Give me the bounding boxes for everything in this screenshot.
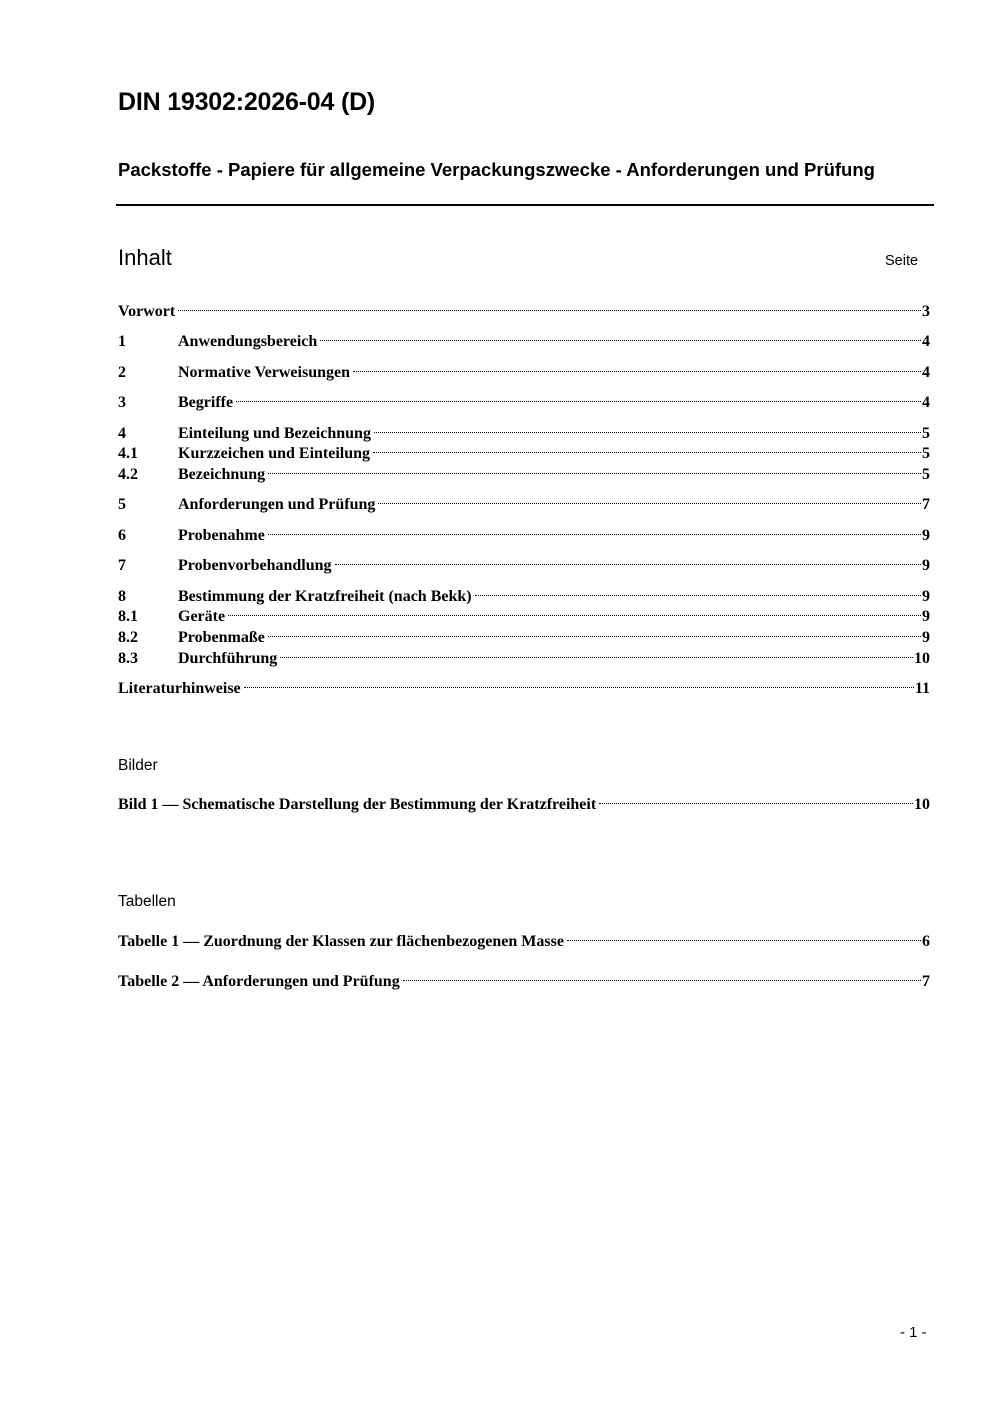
- dot-leader: [475, 595, 921, 596]
- toc-entry-number: 8.2: [118, 629, 138, 646]
- toc-entry-number: 2: [118, 364, 126, 381]
- toc-entry-5[interactable]: [118, 495, 930, 515]
- toc-entry-number: 4.1: [118, 445, 138, 462]
- toc-entry-2[interactable]: [118, 363, 930, 383]
- toc-entry-page: 7: [922, 496, 930, 513]
- toc-entry-number: 8: [118, 588, 126, 605]
- toc-entry-8-1[interactable]: [118, 607, 930, 627]
- toc-entry-3[interactable]: [118, 393, 930, 413]
- dot-leader: [567, 940, 921, 941]
- dot-leader: [268, 534, 921, 535]
- toc-entry-label: Bezeichnung: [178, 466, 266, 483]
- figure-entry-page: 10: [914, 796, 930, 813]
- toc-entry-number: 6: [118, 527, 126, 544]
- dot-leader: [236, 401, 921, 402]
- toc-entry-number: 1: [118, 333, 126, 350]
- toc-entry-page: 9: [922, 629, 930, 646]
- figures-heading: Bilder: [118, 757, 158, 774]
- toc-entry-label: Anwendungsbereich: [178, 333, 318, 350]
- dot-leader: [403, 980, 921, 981]
- toc-entry-label: Literaturhinweise: [118, 680, 241, 697]
- toc-entry-label: Probenvorbehandlung: [178, 557, 332, 574]
- toc-entry-label: Einteilung und Bezeichnung: [178, 425, 371, 442]
- toc-entry-number: 8.1: [118, 608, 138, 625]
- dot-leader: [335, 564, 921, 565]
- toc-entry-8-3[interactable]: [118, 649, 930, 669]
- toc-entry-1[interactable]: [118, 332, 930, 352]
- toc-entry-number: 4: [118, 425, 126, 442]
- dot-leader: [280, 657, 913, 658]
- toc-entry-page: 4: [922, 394, 930, 411]
- dot-leader: [353, 371, 921, 372]
- table-entry-2[interactable]: [118, 972, 930, 992]
- dot-leader: [599, 803, 913, 804]
- toc-entry-page: 10: [914, 650, 930, 667]
- toc-page-column-label: Seite: [885, 253, 919, 269]
- toc-entry-number: 8.3: [118, 650, 138, 667]
- title-divider: [116, 204, 934, 206]
- toc-entry-number: 4.2: [118, 466, 138, 483]
- table-entry-page: 7: [922, 973, 930, 990]
- table-entry-page: 6: [922, 933, 930, 950]
- toc-entry-number: 3: [118, 394, 126, 411]
- toc-entry-page: 9: [922, 527, 930, 544]
- toc-entry-4-2[interactable]: [118, 465, 930, 485]
- toc-entry-page: 5: [922, 425, 930, 442]
- document-title: Packstoffe - Papiere für allgemeine Verpackungszwecke - Anforderungen und Prüfung: [118, 159, 875, 180]
- dot-leader: [268, 636, 921, 637]
- dot-leader: [268, 473, 921, 474]
- document-id: DIN 19302:2026-04 (D): [118, 88, 376, 116]
- dot-leader: [244, 687, 914, 688]
- toc-entry-label: Probenmaße: [178, 629, 265, 646]
- toc-entry-8-2[interactable]: [118, 628, 930, 648]
- toc-entry-label: Bestimmung der Kratzfreiheit (nach Bekk): [178, 588, 472, 605]
- toc-entry-page: 5: [922, 466, 930, 483]
- toc-entry-6[interactable]: [118, 526, 930, 546]
- toc-entry-label: Begriffe: [178, 394, 234, 411]
- table-entry-label: Tabelle 2 — Anforderungen und Prüfung: [118, 973, 400, 990]
- dot-leader: [320, 340, 921, 341]
- toc-entry-page: 9: [922, 588, 930, 605]
- table-entry-1[interactable]: [118, 932, 930, 952]
- toc-entry-label: Normative Verweisungen: [178, 364, 350, 381]
- table-entry-label: Tabelle 1 — Zuordnung der Klassen zur flächenbezogenen Masse: [118, 933, 564, 950]
- dot-leader: [373, 452, 921, 453]
- dot-leader: [378, 503, 921, 504]
- toc-heading: Inhalt: [118, 245, 172, 270]
- toc-entry-8[interactable]: [118, 587, 930, 607]
- toc-entry-4[interactable]: [118, 424, 930, 444]
- toc-entry-number: 7: [118, 557, 126, 574]
- toc-entry-page: 4: [922, 333, 930, 350]
- dot-leader: [228, 615, 921, 616]
- toc-entry-number: 5: [118, 496, 126, 513]
- toc-entry-label: Probenahme: [178, 527, 265, 544]
- toc-entry-page: 9: [922, 557, 930, 574]
- figure-entry-label: Bild 1 — Schematische Darstellung der Bestimmung der Kratzfreiheit: [118, 796, 597, 813]
- toc-entry-literaturhinweise[interactable]: [118, 679, 930, 699]
- toc-entry-label: Durchführung: [178, 650, 278, 667]
- figure-entry-1[interactable]: [118, 795, 930, 815]
- toc-entry-7[interactable]: [118, 556, 930, 576]
- dot-leader: [374, 432, 921, 433]
- tables-heading: Tabellen: [118, 893, 176, 910]
- toc-entry-page: 4: [922, 364, 930, 381]
- toc-entry-vorwort[interactable]: [118, 302, 930, 322]
- toc-entry-page: 5: [922, 445, 930, 462]
- page-number: - 1 -: [900, 1324, 927, 1341]
- toc-entry-page: 11: [914, 680, 930, 697]
- dot-leader: [178, 310, 921, 311]
- toc-entry-page: 9: [922, 608, 930, 625]
- toc-entry-label: Vorwort: [118, 303, 176, 320]
- toc-entry-label: Kurzzeichen und Einteilung: [178, 445, 371, 462]
- toc-entry-4-1[interactable]: [118, 444, 930, 464]
- toc-entry-label: Anforderungen und Prüfung: [178, 496, 376, 513]
- toc-entry-label: Geräte: [178, 608, 226, 625]
- toc-entry-page: 3: [922, 303, 930, 320]
